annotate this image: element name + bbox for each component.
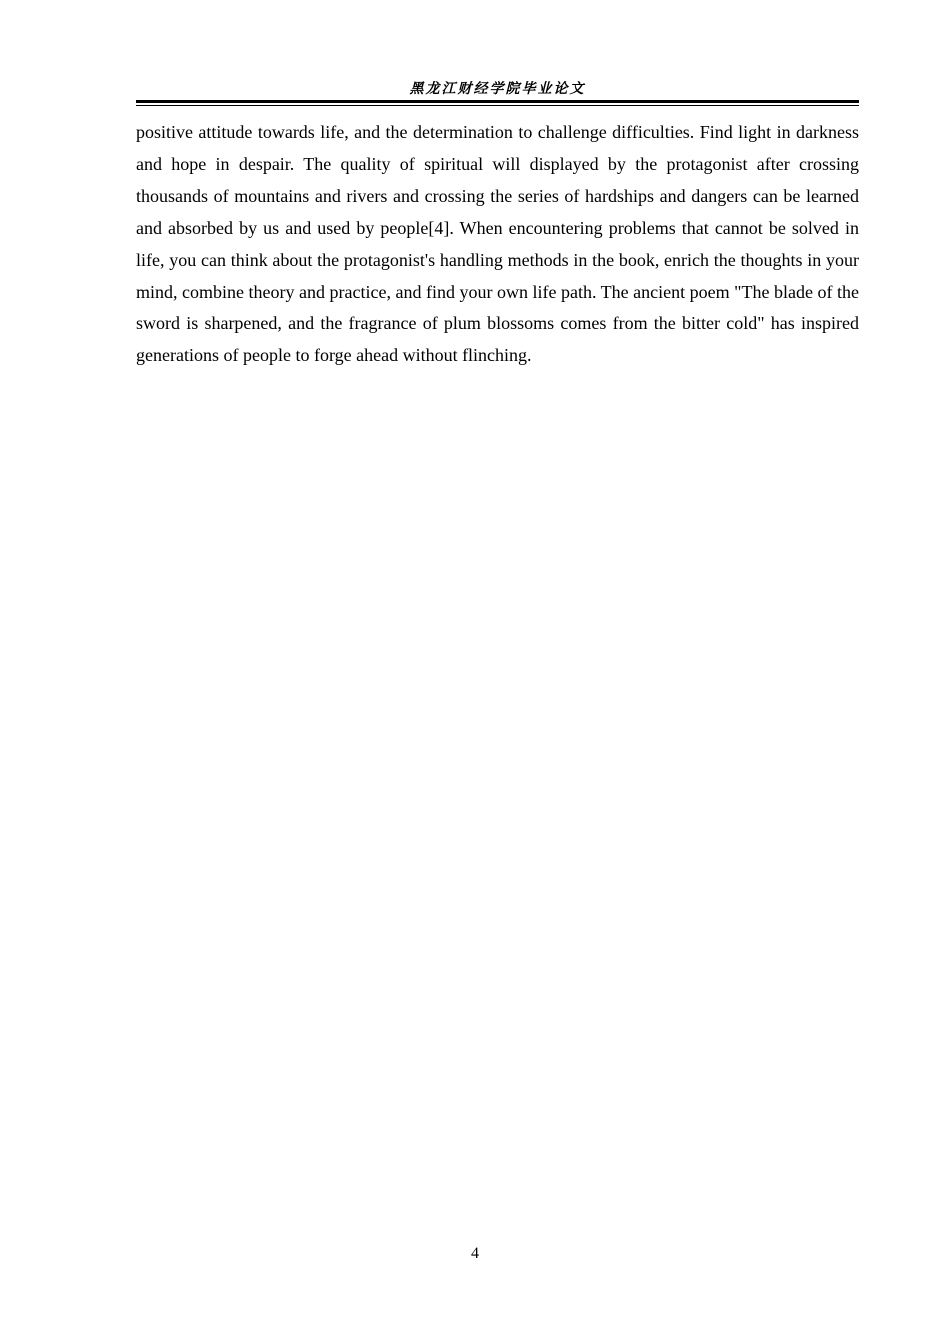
header-rule-thick: [136, 100, 859, 103]
page-number: 4: [471, 1245, 479, 1262]
body-paragraph: positive attitude towards life, and the determination to challenge difficulties. Find light in darkness and hope in despair. The quality of spiritual will displayed by the protagonist after crossing thousands of mountains and rivers and crossing the series of hardships and dangers can be learned and absorbed by us and used by people[4]. When encountering problems that cannot be solved in life, you can think about the protagonist's handling methods in the book, enrich the thoughts in your mind, combine theory and practice, and find your own life path. The ancient poem "The blade of the sword is sharpened, and the fragrance of plum blossoms comes from the bitter cold" has inspired generations of people to forge ahead without flinching.: [136, 122, 859, 366]
header-title: 黑龙江财经学院毕业论文: [409, 81, 586, 97]
page-header: [136, 76, 859, 102]
header-rule-thin: [136, 105, 859, 106]
